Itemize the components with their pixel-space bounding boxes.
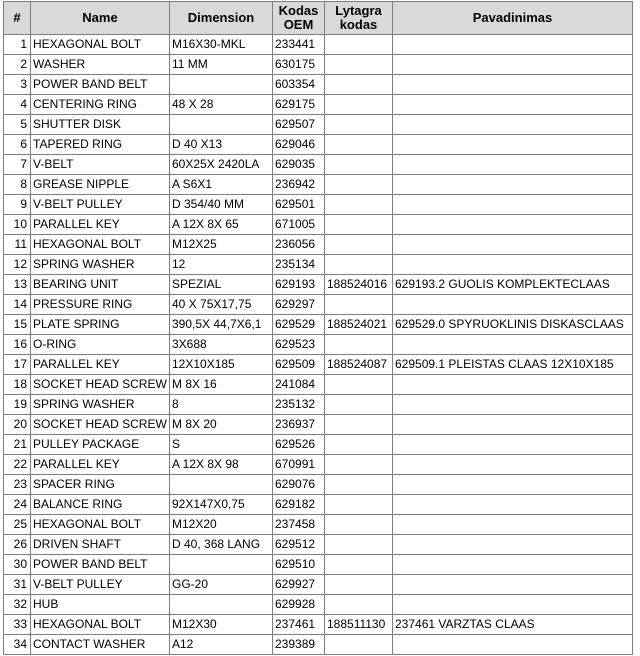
cell-num[interactable]: 30 xyxy=(4,555,31,575)
cell-dimension[interactable] xyxy=(170,75,273,95)
cell-name[interactable]: TAPERED RING xyxy=(31,135,170,155)
cell-dimension[interactable]: 40 X 75X17,75 xyxy=(170,295,273,315)
table-row xyxy=(4,615,633,635)
cell-name[interactable]: HEXAGONAL BOLT xyxy=(31,615,170,635)
table-row xyxy=(4,55,633,75)
cell-kodas-oem[interactable]: 629509 xyxy=(273,355,325,375)
cell-num[interactable]: 15 xyxy=(4,315,31,335)
cell-name[interactable]: SOCKET HEAD SCREW xyxy=(31,415,170,435)
cell-num[interactable]: 11 xyxy=(4,235,31,255)
cell-num[interactable]: 13 xyxy=(4,275,31,295)
cell-num[interactable]: 6 xyxy=(4,135,31,155)
cell-pavadinimas[interactable] xyxy=(393,215,633,235)
cell-kodas-oem[interactable]: 629507 xyxy=(273,115,325,135)
cell-kodas-oem[interactable]: 241084 xyxy=(273,375,325,395)
cell-kodas-oem[interactable]: 629193 xyxy=(273,275,325,295)
cell-num[interactable]: 22 xyxy=(4,455,31,475)
cell-pavadinimas[interactable] xyxy=(393,375,633,395)
cell-dimension[interactable]: 12X10X185 xyxy=(170,355,273,375)
cell-name[interactable]: PARALLEL KEY xyxy=(31,355,170,375)
cell-dimension[interactable]: 48 X 28 xyxy=(170,95,273,115)
cell-dimension[interactable] xyxy=(170,475,273,495)
cell-pavadinimas[interactable] xyxy=(393,535,633,555)
header-kodas-oem[interactable] xyxy=(273,2,325,35)
cell-lytagra-kodas[interactable] xyxy=(325,575,393,595)
cell-pavadinimas[interactable] xyxy=(393,155,633,175)
cell-kodas-oem[interactable]: 629297 xyxy=(273,295,325,315)
table-row xyxy=(4,295,633,315)
cell-name[interactable]: V-BELT PULLEY xyxy=(31,195,170,215)
cell-num[interactable]: 12 xyxy=(4,255,31,275)
cell-num[interactable]: 4 xyxy=(4,95,31,115)
table-row xyxy=(4,515,633,535)
table-row xyxy=(4,555,633,575)
cell-num[interactable]: 14 xyxy=(4,295,31,315)
cell-lytagra-kodas[interactable] xyxy=(325,495,393,515)
cell-num[interactable]: 16 xyxy=(4,335,31,355)
cell-dimension[interactable]: 60X25X 2420LA xyxy=(170,155,273,175)
cell-name[interactable]: BALANCE RING xyxy=(31,495,170,515)
cell-lytagra-kodas[interactable] xyxy=(325,475,393,495)
cell-kodas-oem[interactable]: 629046 xyxy=(273,135,325,155)
cell-lytagra-kodas[interactable]: 188524021 xyxy=(325,315,393,335)
table-row xyxy=(4,455,633,475)
cell-name[interactable]: PARALLEL KEY xyxy=(31,215,170,235)
header-lytagra-kodas[interactable] xyxy=(325,2,393,35)
cell-dimension[interactable]: 12 xyxy=(170,255,273,275)
cell-dimension[interactable] xyxy=(170,595,273,615)
cell-num[interactable]: 34 xyxy=(4,635,31,655)
cell-num[interactable]: 2 xyxy=(4,55,31,75)
cell-kodas-oem[interactable]: 237461 xyxy=(273,615,325,635)
cell-lytagra-kodas[interactable] xyxy=(325,135,393,155)
cell-pavadinimas[interactable] xyxy=(393,555,633,575)
cell-lytagra-kodas[interactable] xyxy=(325,635,393,655)
cell-pavadinimas[interactable] xyxy=(393,55,633,75)
cell-name[interactable]: POWER BAND BELT xyxy=(31,75,170,95)
cell-lytagra-kodas[interactable] xyxy=(325,415,393,435)
cell-name[interactable]: SPRING WASHER xyxy=(31,395,170,415)
cell-pavadinimas[interactable] xyxy=(393,395,633,415)
cell-kodas-oem[interactable]: 629510 xyxy=(273,555,325,575)
cell-dimension[interactable]: 3X688 xyxy=(170,335,273,355)
cell-name[interactable]: SHUTTER DISK xyxy=(31,115,170,135)
cell-num[interactable]: 33 xyxy=(4,615,31,635)
cell-pavadinimas[interactable] xyxy=(393,415,633,435)
cell-kodas-oem[interactable]: 629182 xyxy=(273,495,325,515)
cell-num[interactable]: 20 xyxy=(4,415,31,435)
cell-dimension[interactable]: A12 xyxy=(170,635,273,655)
cell-dimension[interactable]: 8 xyxy=(170,395,273,415)
cell-pavadinimas[interactable] xyxy=(393,635,633,655)
cell-kodas-oem[interactable]: 629076 xyxy=(273,475,325,495)
cell-pavadinimas[interactable] xyxy=(393,75,633,95)
cell-dimension[interactable]: M16X30-MKL xyxy=(170,35,273,55)
cell-lytagra-kodas[interactable] xyxy=(325,55,393,75)
cell-lytagra-kodas[interactable] xyxy=(325,215,393,235)
cell-pavadinimas[interactable]: 237461 VARZTAS CLAAS xyxy=(393,615,633,635)
cell-name[interactable]: HEXAGONAL BOLT xyxy=(31,35,170,55)
cell-num[interactable]: 18 xyxy=(4,375,31,395)
parts-table xyxy=(3,1,633,655)
table-row xyxy=(4,475,633,495)
header-pavadinimas[interactable]: Pavadinimas xyxy=(393,2,633,35)
cell-dimension[interactable]: 92X147X0,75 xyxy=(170,495,273,515)
cell-kodas-oem[interactable]: 603354 xyxy=(273,75,325,95)
cell-lytagra-kodas[interactable] xyxy=(325,515,393,535)
cell-kodas-oem[interactable]: 629529 xyxy=(273,315,325,335)
table-row xyxy=(4,135,633,155)
cell-lytagra-kodas[interactable] xyxy=(325,175,393,195)
cell-pavadinimas[interactable] xyxy=(393,175,633,195)
cell-name[interactable]: DRIVEN SHAFT xyxy=(31,535,170,555)
cell-pavadinimas[interactable] xyxy=(393,135,633,155)
table-row xyxy=(4,255,633,275)
cell-name[interactable]: HEXAGONAL BOLT xyxy=(31,515,170,535)
table-row xyxy=(4,395,633,415)
table-row xyxy=(4,335,633,355)
table-row xyxy=(4,355,633,375)
header-name[interactable]: Name xyxy=(31,2,170,35)
cell-kodas-oem[interactable]: 629526 xyxy=(273,435,325,455)
cell-lytagra-kodas[interactable] xyxy=(325,395,393,415)
table-row xyxy=(4,575,633,595)
cell-name[interactable]: CONTACT WASHER xyxy=(31,635,170,655)
cell-name[interactable]: HUB xyxy=(31,595,170,615)
cell-pavadinimas[interactable] xyxy=(393,295,633,315)
cell-lytagra-kodas[interactable] xyxy=(325,235,393,255)
cell-lytagra-kodas[interactable] xyxy=(325,375,393,395)
cell-kodas-oem[interactable]: 629501 xyxy=(273,195,325,215)
cell-dimension[interactable]: M 8X 16 xyxy=(170,375,273,395)
cell-dimension[interactable]: D 40, 368 LANG xyxy=(170,535,273,555)
cell-num[interactable]: 21 xyxy=(4,435,31,455)
cell-dimension[interactable]: D 354/40 MM xyxy=(170,195,273,215)
cell-num[interactable]: 25 xyxy=(4,515,31,535)
cell-kodas-oem[interactable]: 629175 xyxy=(273,95,325,115)
table-row xyxy=(4,235,633,255)
cell-lytagra-kodas[interactable] xyxy=(325,295,393,315)
cell-pavadinimas[interactable] xyxy=(393,435,633,455)
header-row xyxy=(4,2,633,35)
cell-kodas-oem[interactable]: 236056 xyxy=(273,235,325,255)
parts-spreadsheet xyxy=(3,1,633,655)
cell-kodas-oem[interactable]: 629928 xyxy=(273,595,325,615)
table-row xyxy=(4,175,633,195)
cell-dimension[interactable] xyxy=(170,115,273,135)
cell-dimension[interactable]: M12X20 xyxy=(170,515,273,535)
header-lytagra-line1: Lytagra xyxy=(335,3,382,18)
cell-num[interactable]: 10 xyxy=(4,215,31,235)
cell-name[interactable]: GREASE NIPPLE xyxy=(31,175,170,195)
cell-kodas-oem[interactable]: 630175 xyxy=(273,55,325,75)
cell-kodas-oem[interactable]: 235132 xyxy=(273,395,325,415)
cell-pavadinimas[interactable] xyxy=(393,95,633,115)
cell-lytagra-kodas[interactable] xyxy=(325,455,393,475)
cell-lytagra-kodas[interactable] xyxy=(325,535,393,555)
cell-pavadinimas[interactable] xyxy=(393,575,633,595)
cell-lytagra-kodas[interactable] xyxy=(325,335,393,355)
cell-kodas-oem[interactable]: 629523 xyxy=(273,335,325,355)
cell-lytagra-kodas[interactable] xyxy=(325,115,393,135)
cell-lytagra-kodas[interactable] xyxy=(325,35,393,55)
cell-name[interactable]: O-RING xyxy=(31,335,170,355)
cell-lytagra-kodas[interactable]: 188524087 xyxy=(325,355,393,375)
cell-num[interactable]: 19 xyxy=(4,395,31,415)
cell-num[interactable]: 9 xyxy=(4,195,31,215)
table-row xyxy=(4,535,633,555)
cell-name[interactable]: CENTERING RING xyxy=(31,95,170,115)
cell-num[interactable]: 17 xyxy=(4,355,31,375)
cell-pavadinimas[interactable] xyxy=(393,35,633,55)
table-row xyxy=(4,155,633,175)
table-row xyxy=(4,375,633,395)
cell-name[interactable]: V-BELT PULLEY xyxy=(31,575,170,595)
cell-kodas-oem[interactable]: 236937 xyxy=(273,415,325,435)
cell-name[interactable]: PULLEY PACKAGE xyxy=(31,435,170,455)
table-row xyxy=(4,495,633,515)
cell-num[interactable]: 1 xyxy=(4,35,31,55)
cell-name[interactable]: BEARING UNIT xyxy=(31,275,170,295)
cell-num[interactable]: 23 xyxy=(4,475,31,495)
cell-kodas-oem[interactable]: 233441 xyxy=(273,35,325,55)
cell-lytagra-kodas[interactable] xyxy=(325,435,393,455)
cell-kodas-oem[interactable]: 236942 xyxy=(273,175,325,195)
cell-num[interactable]: 24 xyxy=(4,495,31,515)
cell-num[interactable]: 31 xyxy=(4,575,31,595)
cell-name[interactable]: PLATE SPRING xyxy=(31,315,170,335)
cell-lytagra-kodas[interactable] xyxy=(325,255,393,275)
cell-num[interactable]: 7 xyxy=(4,155,31,175)
cell-pavadinimas[interactable] xyxy=(393,595,633,615)
cell-name[interactable]: POWER BAND BELT xyxy=(31,555,170,575)
cell-pavadinimas[interactable] xyxy=(393,455,633,475)
cell-dimension[interactable]: M12X30 xyxy=(170,615,273,635)
cell-dimension[interactable]: A 12X 8X 98 xyxy=(170,455,273,475)
cell-pavadinimas[interactable] xyxy=(393,115,633,135)
cell-lytagra-kodas[interactable]: 188524016 xyxy=(325,275,393,295)
cell-num[interactable]: 3 xyxy=(4,75,31,95)
cell-dimension[interactable] xyxy=(170,555,273,575)
cell-lytagra-kodas[interactable] xyxy=(325,595,393,615)
cell-pavadinimas[interactable]: 629193.2 GUOLIS KOMPLEKTECLAAS xyxy=(393,275,633,295)
table-row xyxy=(4,595,633,615)
cell-pavadinimas[interactable] xyxy=(393,515,633,535)
cell-lytagra-kodas[interactable] xyxy=(325,155,393,175)
cell-kodas-oem[interactable]: 629927 xyxy=(273,575,325,595)
cell-num[interactable]: 32 xyxy=(4,595,31,615)
table-body xyxy=(4,35,633,655)
table-row xyxy=(4,35,633,55)
header-lytagra-line2: kodas xyxy=(339,17,378,32)
cell-name[interactable]: PARALLEL KEY xyxy=(31,455,170,475)
table-row xyxy=(4,195,633,215)
header-num[interactable]: # xyxy=(4,2,31,35)
table-row xyxy=(4,95,633,115)
cell-kodas-oem[interactable]: 670991 xyxy=(273,455,325,475)
cell-name[interactable]: V-BELT xyxy=(31,155,170,175)
cell-dimension[interactable]: SPEZIAL xyxy=(170,275,273,295)
cell-kodas-oem[interactable]: 239389 xyxy=(273,635,325,655)
cell-pavadinimas[interactable] xyxy=(393,195,633,215)
cell-dimension[interactable]: D 40 X13 xyxy=(170,135,273,155)
cell-pavadinimas[interactable] xyxy=(393,335,633,355)
cell-kodas-oem[interactable]: 235134 xyxy=(273,255,325,275)
cell-lytagra-kodas[interactable] xyxy=(325,195,393,215)
cell-name[interactable]: PRESSURE RING xyxy=(31,295,170,315)
cell-kodas-oem[interactable]: 671005 xyxy=(273,215,325,235)
table-row xyxy=(4,275,633,295)
cell-dimension[interactable]: A 12X 8X 65 xyxy=(170,215,273,235)
cell-kodas-oem[interactable]: 629035 xyxy=(273,155,325,175)
cell-pavadinimas[interactable]: 629529.0 SPYRUOKLINIS DISKASCLAAS xyxy=(393,315,633,335)
cell-name[interactable]: HEXAGONAL BOLT xyxy=(31,235,170,255)
table-row xyxy=(4,115,633,135)
table-row xyxy=(4,215,633,235)
cell-num[interactable]: 5 xyxy=(4,115,31,135)
cell-lytagra-kodas[interactable] xyxy=(325,95,393,115)
table-row xyxy=(4,415,633,435)
header-kodas-oem-line1: Kodas xyxy=(278,3,319,18)
table-row xyxy=(4,435,633,455)
cell-dimension[interactable]: M12X25 xyxy=(170,235,273,255)
cell-name[interactable]: SPRING WASHER xyxy=(31,255,170,275)
header-kodas-oem-line2: OEM xyxy=(283,17,314,32)
cell-dimension[interactable]: S xyxy=(170,435,273,455)
cell-dimension[interactable]: 390,5X 44,7X6,1 xyxy=(170,315,273,335)
cell-name[interactable]: SOCKET HEAD SCREW xyxy=(31,375,170,395)
cell-kodas-oem[interactable]: 237458 xyxy=(273,515,325,535)
cell-dimension[interactable]: GG-20 xyxy=(170,575,273,595)
cell-dimension[interactable]: A S6X1 xyxy=(170,175,273,195)
cell-pavadinimas[interactable]: 629509.1 PLEISTAS CLAAS 12X10X185 xyxy=(393,355,633,375)
cell-lytagra-kodas[interactable] xyxy=(325,555,393,575)
cell-name[interactable]: SPACER RING xyxy=(31,475,170,495)
cell-lytagra-kodas[interactable]: 188511130 xyxy=(325,615,393,635)
cell-pavadinimas[interactable] xyxy=(393,495,633,515)
cell-dimension[interactable]: M 8X 20 xyxy=(170,415,273,435)
cell-num[interactable]: 26 xyxy=(4,535,31,555)
table-row xyxy=(4,315,633,335)
cell-pavadinimas[interactable] xyxy=(393,235,633,255)
table-row xyxy=(4,635,633,655)
cell-pavadinimas[interactable] xyxy=(393,475,633,495)
table-row xyxy=(4,75,633,95)
header-dimension[interactable]: Dimension xyxy=(170,2,273,35)
cell-num[interactable]: 8 xyxy=(4,175,31,195)
cell-lytagra-kodas[interactable] xyxy=(325,75,393,95)
cell-pavadinimas[interactable] xyxy=(393,255,633,275)
cell-kodas-oem[interactable]: 629512 xyxy=(273,535,325,555)
cell-name[interactable]: WASHER xyxy=(31,55,170,75)
cell-dimension[interactable]: 11 MM xyxy=(170,55,273,75)
